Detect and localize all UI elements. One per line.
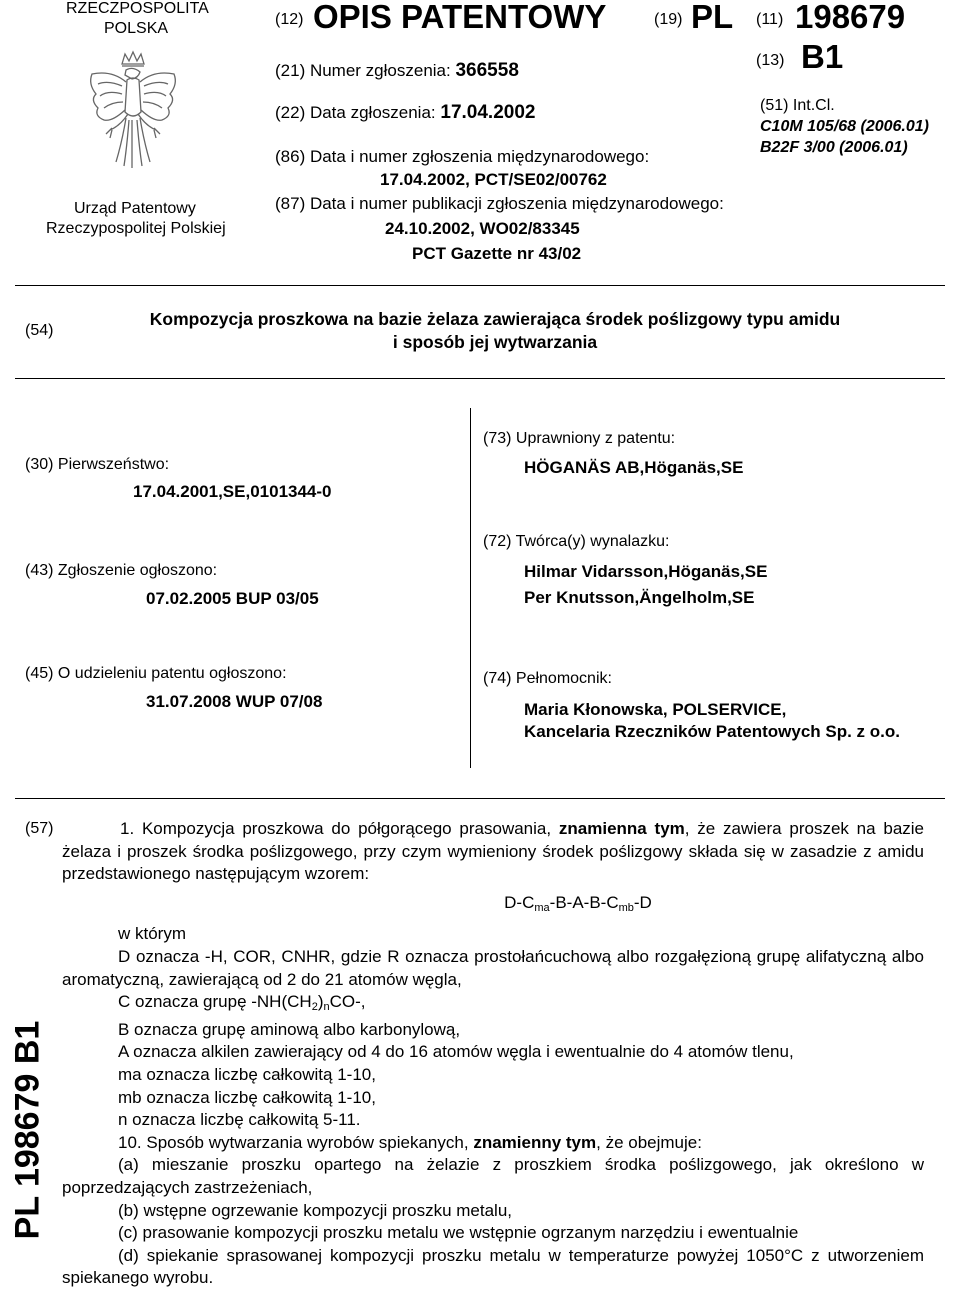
step-d: (d) spiekanie sprasowanej kompozycji proszku metalu w temperaturze powyżej 1050°C z utworzeniem spiekanego wyrobu.: [62, 1245, 924, 1288]
intcl-2: B22F 3/00 (2006.01): [760, 139, 908, 156]
wherein: w którym: [118, 924, 186, 944]
country-code-label: (19): [654, 11, 683, 28]
patent-office-line2: Rzeczypospolitej Polskiej: [46, 220, 226, 237]
divider: [470, 408, 471, 768]
patent-number-label: (11): [756, 11, 784, 28]
application-number: 366558: [455, 60, 519, 81]
attorney-2: Kancelaria Rzeczników Patentowych Sp. z o.o.: [524, 722, 900, 741]
filing-date: 17.04.2002: [440, 102, 536, 123]
side-label: PL 198679 B1: [8, 1020, 47, 1240]
claim-1: 1. Kompozycja proszkowa do półgorącego prasowania, znamienna tym, że zawiera proszek na bazie żelaza i proszek środka poślizgowego, przy czym wymieniony środek poślizgowy składa się w zasadzie z amidu przedstawionego następującym wzorem:: [62, 819, 925, 884]
intl-publication-label: (87) Data i numer publikacji zgłoszenia międzynarodowego:: [275, 194, 724, 213]
kind-code: B1: [801, 38, 844, 75]
intcl-label: (51) Int.Cl.: [760, 97, 835, 114]
intl-publication: 24.10.2002, WO02/83345: [385, 219, 580, 238]
doc-type-code: (12): [275, 11, 304, 28]
intl-application-label: (86) Data i numer zgłoszenia międzynarodowego:: [275, 147, 650, 166]
polish-eagle-emblem: [82, 50, 184, 180]
filing-date-label: (22) Data zgłoszenia: 17.04.2002: [275, 102, 536, 123]
published: 07.02.2005 BUP 03/05: [146, 589, 319, 608]
formula: $D-C_{ma}-B-A-B-C_{mb}-D$: [504, 892, 652, 914]
attorney-1: Maria Kłonowska, POLSERVICE,: [524, 700, 787, 719]
proprietor: HÖGANÄS AB,Höganäs,SE: [524, 458, 744, 477]
patent-number: 198679: [795, 0, 906, 35]
published-label: (43) Zgłoszenie ogłoszono:: [25, 562, 218, 579]
attorney-label: (74) Pełnomocnik:: [483, 670, 612, 687]
country-name-line1: RZECZPOSPOLITA: [66, 0, 209, 17]
divider: [15, 798, 945, 799]
priority-label: (30) Pierwszeństwo:: [25, 456, 170, 473]
definition-C: C oznacza grupę $-NH(CH_2)_nCO-$,: [118, 992, 366, 1014]
pct-gazette: PCT Gazette nr 43/02: [412, 244, 582, 263]
definition-A: A oznacza alkilen zawierający od 4 do 16 atomów węgla i ewentualnie do 4 atomów tlenu,: [118, 1042, 794, 1062]
application-number-label: (21) Numer zgłoszenia: 366558: [275, 60, 519, 81]
granted-label: (45) O udzieleniu patentu ogłoszono:: [25, 665, 287, 682]
step-c: (c) prasowanie kompozycji proszku metalu we wstępnie ogrzanym narzędziu i ewentualnie: [118, 1223, 799, 1243]
proprietor-label: (73) Uprawniony z patentu:: [483, 430, 676, 447]
claims-text: [62, 818, 924, 1290]
granted: 31.07.2008 WUP 07/08: [146, 692, 323, 711]
definition-D: D oznacza -H, COR, CNHR, gdzie R oznacza prostołańcuchową albo rozgałęzioną grupę alifatyczną albo aromatyczną, zawierającą od 2 do 21 atomów węgla,: [62, 946, 924, 989]
definition-ma: ma oznacza liczbę całkowitą 1-10,: [118, 1064, 376, 1084]
definition-mb: mb oznacza liczbę całkowitą 1-10,: [118, 1087, 376, 1107]
step-a: (a) mieszanie proszku opartego na żelazie z proszkiem środka poślizgowego, jak określono w poprzedzających zastrzeżeniach,: [62, 1155, 924, 1197]
country-code: PL: [691, 0, 734, 35]
patent-title-line2: i sposób jej wytwarzania: [392, 332, 598, 352]
doc-type: OPIS PATENTOWY: [313, 0, 607, 35]
divider: [15, 378, 945, 379]
inventor-2: Per Knutsson,Ängelholm,SE: [524, 588, 755, 607]
intcl-1: C10M 105/68 (2006.01): [760, 118, 929, 135]
divider: [15, 285, 945, 286]
patent-office-line1: Urząd Patentowy: [74, 200, 196, 217]
claim-10: 10. Sposób wytwarzania wyrobów spiekanych, znamienny tym, że obejmuje:: [118, 1132, 702, 1152]
country-name-line2: POLSKA: [104, 20, 169, 37]
inventor-1: Hilmar Vidarsson,Höganäs,SE: [524, 562, 768, 581]
inventors-label: (72) Twórca(y) wynalazku:: [483, 533, 670, 550]
definition-B: B oznacza grupę aminową albo karbonylową,: [118, 1019, 461, 1039]
intl-application: 17.04.2002, PCT/SE02/00762: [380, 170, 607, 189]
kind-code-label: (13): [756, 52, 785, 69]
patent-title-line1: Kompozycja proszkowa na bazie żelaza zawierająca środek poślizgowy typu amidu: [149, 309, 841, 329]
title-code: (54): [25, 322, 54, 339]
step-b: (b) wstępne ogrzewanie kompozycji proszku metalu,: [118, 1200, 513, 1220]
priority: 17.04.2001,SE,0101344-0: [133, 482, 332, 501]
claims-code: (57): [25, 820, 54, 837]
definition-n: n oznacza liczbę całkowitą 5-11.: [118, 1110, 361, 1130]
